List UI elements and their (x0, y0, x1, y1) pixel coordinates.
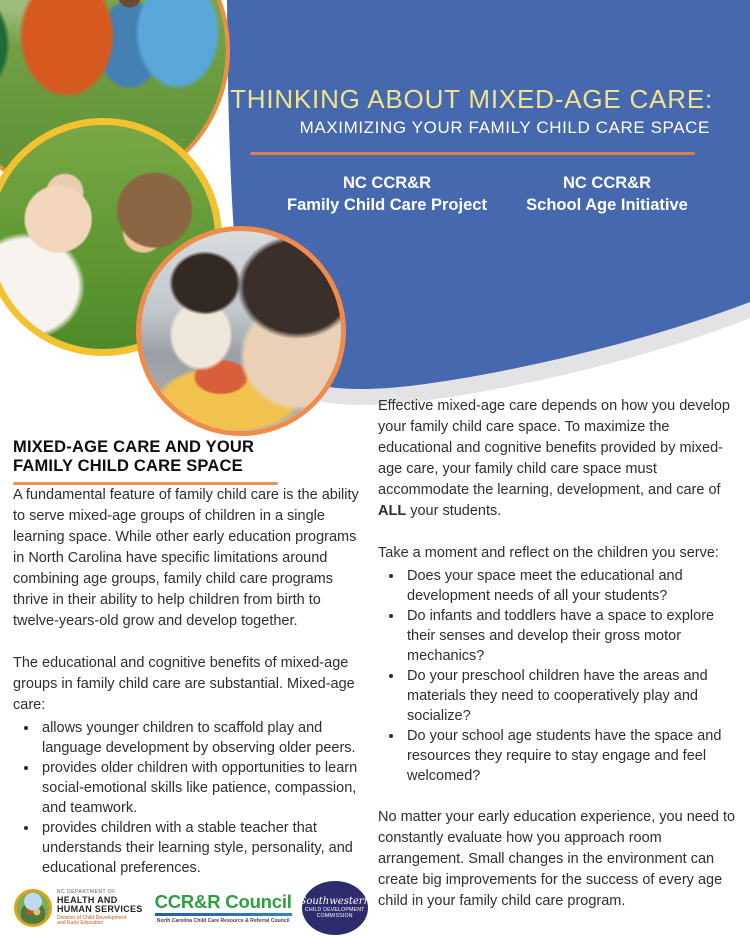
page-subtitle: MAXIMIZING YOUR FAMILY CHILD CARE SPACE (299, 118, 710, 137)
southwestern-line1: CHILD DEVELOPMENT (304, 906, 365, 913)
emphasis-all: ALL (378, 503, 407, 519)
bullet-list (13, 718, 365, 878)
footer-logos (14, 881, 371, 935)
paragraph: No matter your early education experience, you need to constantly evaluate how you approach room arrangement. Small changes in the environment can create big improvements for the success of every age child in your family child care program. (378, 809, 736, 909)
list-item: • Do infants and toddlers have a space to explore their senses and develop their gross motor mechanics? (404, 606, 746, 666)
section-heading-line1: MIXED-AGE CARE AND YOUR (13, 438, 255, 456)
program-name-line: NC CCR&R (563, 174, 651, 192)
program-school-age-initiative (522, 172, 692, 216)
ccrr-council-logo (155, 892, 292, 924)
southwestern-script-text: Southwestern (299, 895, 371, 907)
section-heading (13, 438, 365, 476)
right-column (378, 396, 746, 912)
dhhs-division-line1: Division of Child Development (57, 914, 127, 921)
paragraph-text: Effective mixed-age care depends on how you develop your family child care space. To maximize the educational and cognitive benefits provided by mixed-age care, your family child care space must accommodate the learning, development, and care of (378, 398, 730, 498)
program-name-line: Family Child Care Project (287, 196, 487, 214)
program-name-line: School Age Initiative (526, 196, 688, 214)
ccrr-council-underline (155, 913, 292, 916)
photo-caregiver-and-toddler (141, 231, 341, 431)
paragraph-text: your students. (406, 503, 502, 519)
nc-state-seal-icon (14, 889, 52, 927)
dhhs-dept-line: NC DEPARTMENT OF (57, 888, 116, 895)
dhhs-name-line2: HUMAN SERVICES (57, 903, 143, 914)
dhhs-name-line1: HEALTH AND (57, 894, 118, 905)
left-column (13, 438, 365, 878)
bullet-list (378, 566, 746, 786)
paragraph: The educational and cognitive benefits of mixed-age groups in family child care are substantial. Mixed-age care: (13, 655, 355, 713)
southwestern-line2: COMMISSION (316, 913, 353, 919)
list-item: • Does your space meet the educational and development needs of all your students? (404, 566, 746, 606)
list-item: • Do your preschool children have the areas and materials they need to cooperatively play and socialize? (404, 666, 746, 726)
photo-circle-caregiver-and-toddler (136, 226, 346, 436)
program-family-child-care (272, 172, 502, 216)
section-heading-line2: FAMILY CHILD CARE SPACE (13, 457, 243, 475)
paragraph: A fundamental feature of family child care is the ability to serve mixed-age groups of children in a single learning space. While other early education programs in North Carolina have specific limitations around combining age groups, family child care programs thrive in their ability to help children from birth to twelve-years-old grow and develop together. (13, 487, 359, 629)
ccrr-council-name: CCR&R Council (154, 891, 292, 913)
nc-dhhs-logo-text (57, 890, 143, 926)
list-item: • allows younger children to scaffold play and language development by observing older peers. (39, 718, 365, 758)
nc-dhhs-logo (14, 889, 143, 927)
dhhs-division-line2: and Early Education (57, 920, 104, 926)
header-divider (250, 152, 695, 155)
paragraph (378, 396, 746, 522)
list-item: • provides children with a stable teacher that understands their learning style, personality, and educational preferences. (39, 818, 365, 878)
paragraph: Take a moment and reflect on the children you serve: (378, 545, 719, 561)
page-title: THINKING ABOUT MIXED-AGE CARE: (230, 84, 713, 114)
program-name-line: NC CCR&R (343, 174, 431, 192)
ccrr-council-tagline: North Carolina Child Care Resource & Referral Council (156, 917, 290, 924)
southwestern-cdc-logo (299, 881, 371, 935)
list-item: • Do your school age students have the space and resources they require to stay engage and feel welcomed? (404, 726, 746, 786)
list-item: • provides older children with opportunities to learn social-emotional skills like patience, compassion, and teamwork. (39, 758, 365, 818)
